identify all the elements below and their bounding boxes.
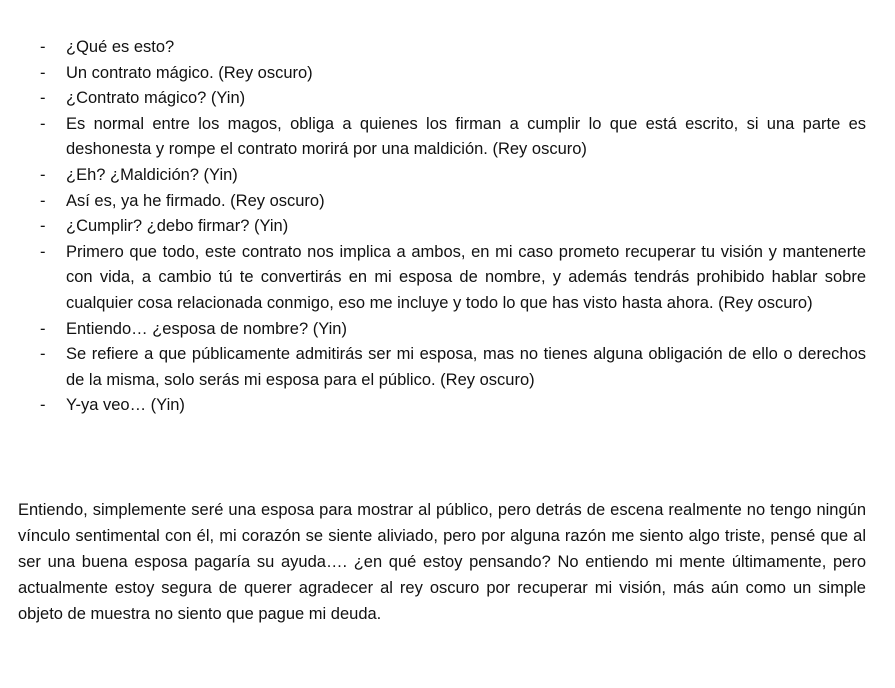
dialogue-text: Entiendo… ¿esposa de nombre? (Yin): [66, 319, 347, 338]
bullet-dash: -: [40, 63, 46, 82]
bullet-dash: -: [40, 217, 46, 236]
dialogue-line: [18, 214, 866, 240]
bullet-dash: -: [40, 242, 46, 261]
dialogue-line: [18, 317, 866, 343]
bullet-dash: -: [40, 38, 46, 56]
bullet-dash: -: [40, 114, 46, 133]
dialogue-line: [18, 112, 866, 163]
dialogue-line: [18, 86, 866, 112]
dialogue-line: [18, 393, 866, 419]
dialogue-text: Se refiere a que públicamente admitirás ser mi esposa, mas no tienes alguna obligación de ello o derechos de la misma, solo serás mi esposa para el público. (Rey oscuro): [66, 345, 866, 389]
dialogue-text: ¿Cumplir? ¿debo firmar? (Yin): [66, 217, 289, 236]
bullet-dash: -: [40, 396, 46, 415]
dialogue-text: Así es, ya he firmado. (Rey oscuro): [66, 191, 325, 210]
narration-paragraph: Entiendo, simplemente seré una esposa para mostrar al público, pero detrás de escena realmente no tengo ningún vínculo sentimental con él, mi corazón se siente aliviado, pero por alguna razón me siento algo triste, pensé que al ser una buena esposa pagaría su ayuda…. ¿en qué estoy pensando? No entiendo mi mente últimamente, pero actualmente estoy segura de querer agradecer al rey oscuro por recuperar mi visión, más aún como un simple objeto de muestra no siento que pague mi deuda.: [18, 501, 866, 623]
dialogue-text: Y-ya veo… (Yin): [66, 396, 185, 415]
dialogue-text: Primero que todo, este contrato nos implica a ambos, en mi caso prometo recuperar tu visión y mantenerte con vida, a cambio tú te convertirás en mi esposa de nombre, y además tendrás prohibido hablar sobre cualquier cosa relacionada conmigo, eso me incluye y todo lo que has visto hasta ahora. (Rey oscuro): [66, 242, 866, 312]
bullet-dash: -: [40, 345, 46, 364]
dialogue-list: [18, 35, 866, 419]
bullet-dash: -: [40, 319, 46, 338]
dialogue-text: Un contrato mágico. (Rey oscuro): [66, 63, 313, 82]
dialogue-line: [18, 342, 866, 393]
dialogue-text: Es normal entre los magos, obliga a quienes los firman a cumplir lo que está escrito, si una parte es deshonesta y rompe el contrato morirá por una maldición. (Rey oscuro): [66, 114, 866, 159]
bullet-dash: -: [40, 165, 46, 184]
dialogue-line: [18, 61, 866, 87]
dialogue-text: ¿Qué es esto?: [66, 38, 175, 56]
bullet-dash: -: [40, 191, 46, 210]
dialogue-text: ¿Contrato mágico? (Yin): [66, 89, 246, 108]
dialogue-line: [18, 35, 866, 61]
dialogue-line: [18, 189, 866, 215]
bullet-dash: -: [40, 89, 46, 108]
dialogue-line: [18, 240, 866, 317]
dialogue-line: [18, 163, 866, 189]
dialogue-text: ¿Eh? ¿Maldición? (Yin): [66, 165, 238, 184]
